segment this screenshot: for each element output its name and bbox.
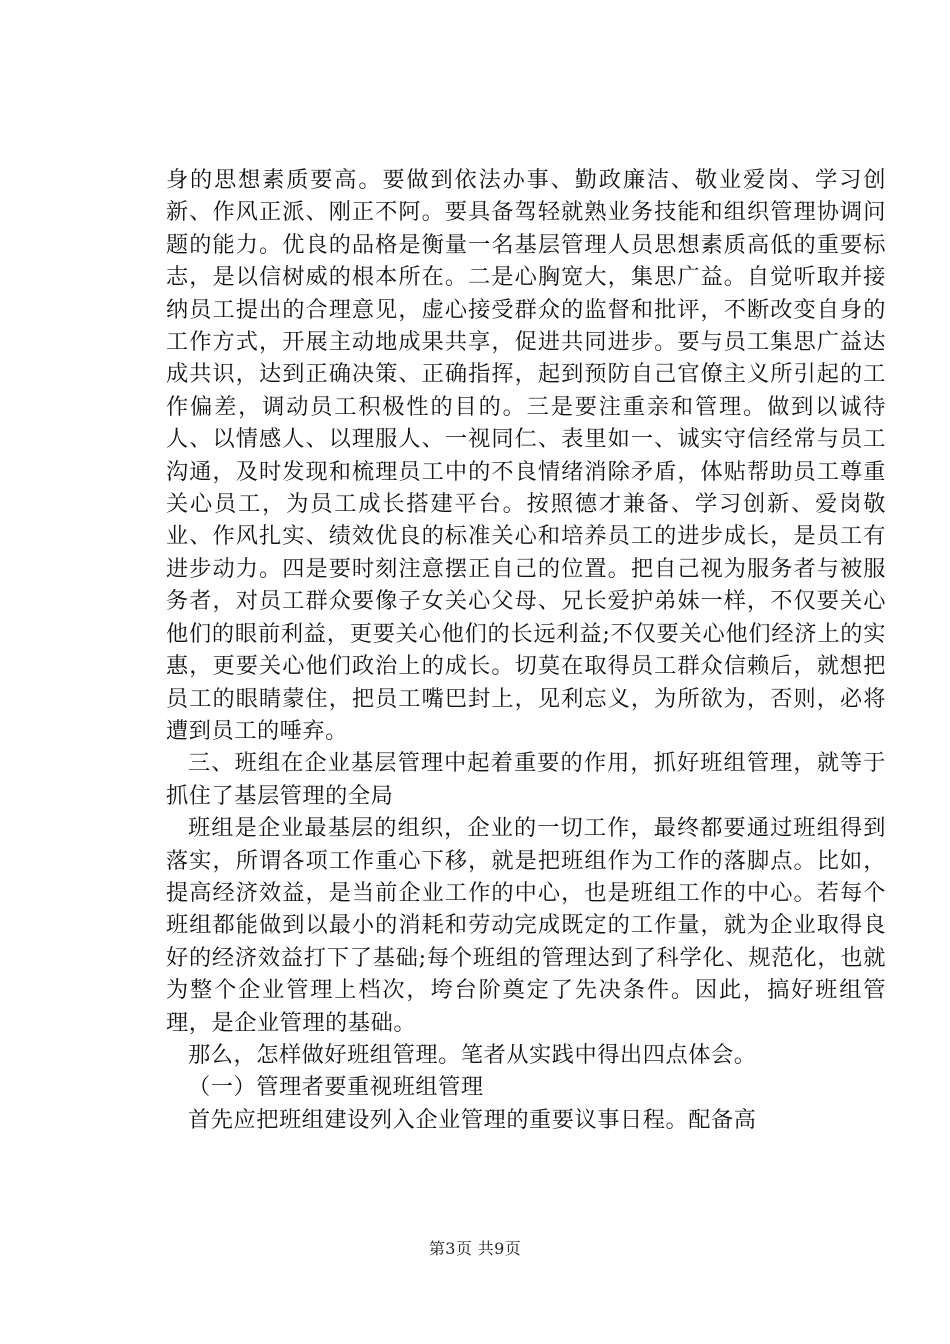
paragraph-first-point: 首先应把班组建设列入企业管理的重要议事日程。配备高 bbox=[188, 1106, 757, 1133]
document-body bbox=[166, 164, 886, 1136]
paragraph-continuation: 身的思想素质要高。要做到依法办事、勤政廉洁、敬业爱岗、学习创新、作风正派、刚正不阿。要具备驾轻就熟业务技能和组织管理协调问题的能力。优良的品格是衡量一名基层管理人员思想素质高低的重要标志，是以信树威的根本所在。二是心胸宽大，集思广益。自觉听取并接纳员工提出的合理意见，虚心接受群众的监督和批评，不断改变自身的工作方式，开展主动地成果共享，促进共同进步。要与员工集思广益达成共识，达到正确决策、正确指挥，起到预防自己官僚主义所引起的工作偏差，调动员工积极性的目的。三是要注重亲和管理。做到以诚待人、以情感人、以理服人、一视同仁、表里如一、诚实守信经常与员工沟通，及时发现和梳理员工中的不良情绪消除矛盾，体贴帮助员工尊重关心员工，为员工成长搭建平台。按照德才兼备、学习创新、爱岗敬业、作风扎实、绩效优良的标准关心和培养员工的进步成长，是员工有进步动力。四是要时刻注意摆正自己的位置。把自己视为服务者与被服务者，对员工群众要像子女关心父母、兄长爱护弟妹一样，不仅要关心他们的眼前利益，更要关心他们的长远利益;不仅要关心他们经济上的实惠，更要关心他们政治上的成长。切莫在取得员工群众信赖后，就想把员工的眼睛蒙住，把员工嘴巴封上，见利忘义，为所欲为，否则，必将遭到员工的唾弃。 bbox=[166, 167, 886, 744]
subheading-one: （一）管理者要重视班组管理 bbox=[188, 1074, 484, 1101]
paragraph-intro-four-points: 那么，怎样做好班组管理。笔者从实践中得出四点体会。 bbox=[188, 1041, 757, 1068]
section-heading-three: 三、班组在企业基层管理中起着重要的作用，抓好班组管理，就等于抓住了基层管理的全局 bbox=[166, 750, 886, 809]
page-number-footer: 第3页 共9页 bbox=[428, 1239, 522, 1258]
paragraph-team-importance: 班组是企业最基层的组织，企业的一切工作，最终都要通过班组得到落实，所谓各项工作重心下移，就是把班组作为工作的落脚点。比如，提高经济效益，是当前企业工作的中心，也是班组工作的中心。若每个班组都能做到以最小的消耗和劳动完成既定的工作量，就为企业取得良好的经济效益打下了基础;每个班组的管理达到了科学化、规范化，也就为整个企业管理上档次，垮台阶奠定了先决条件。因此，搞好班组管理，是企业管理的基础。 bbox=[166, 815, 886, 1036]
